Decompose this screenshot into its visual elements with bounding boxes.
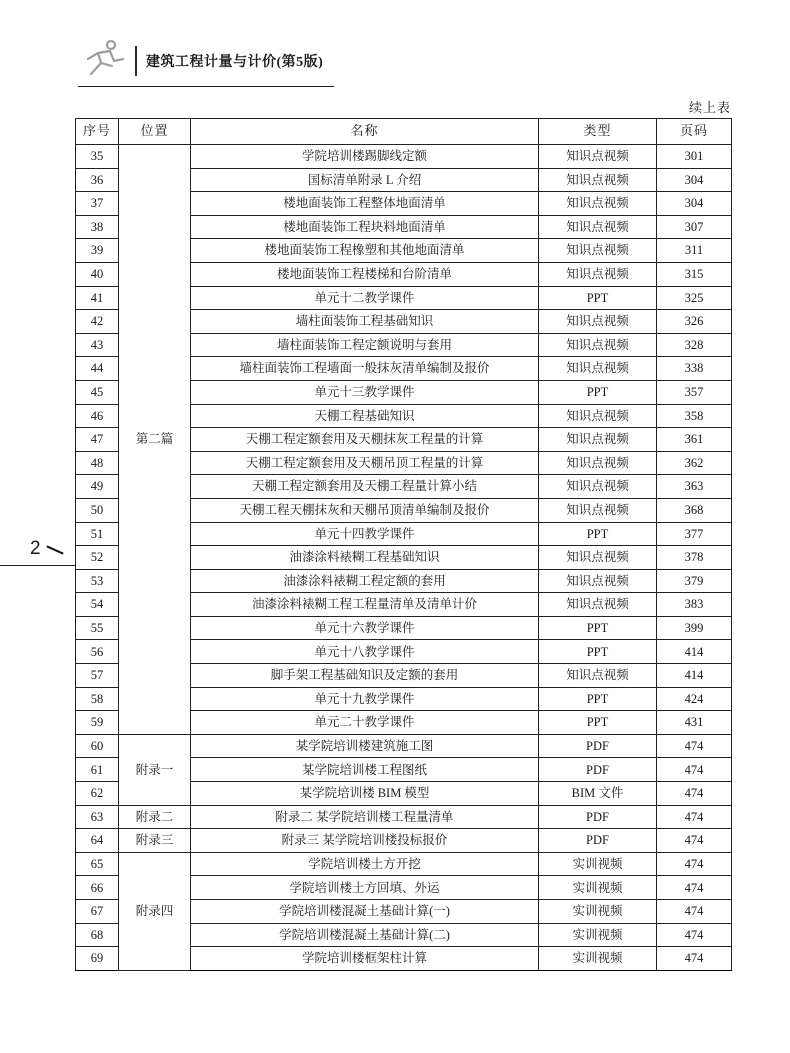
name-cell: 国标清单附录 L 介绍 xyxy=(191,168,539,192)
type-cell: 知识点视频 xyxy=(539,498,657,522)
page-header xyxy=(84,38,323,83)
name-cell: 学院培训楼踢脚线定额 xyxy=(191,145,539,169)
type-cell: 知识点视频 xyxy=(539,593,657,617)
row-number-cell: 54 xyxy=(76,593,119,617)
row-number-cell: 51 xyxy=(76,522,119,546)
column-header: 页码 xyxy=(657,119,732,145)
type-cell: 知识点视频 xyxy=(539,404,657,428)
row-number-cell: 43 xyxy=(76,333,119,357)
page-number-cell: 368 xyxy=(657,498,732,522)
page-number-cell: 377 xyxy=(657,522,732,546)
name-cell: 天棚工程定额套用及天棚工程量计算小结 xyxy=(191,475,539,499)
type-cell: PDF xyxy=(539,805,657,829)
row-number-cell: 41 xyxy=(76,286,119,310)
name-cell: 天棚工程定额套用及天棚抹灰工程量的计算 xyxy=(191,428,539,452)
page-number-cell: 315 xyxy=(657,262,732,286)
type-cell: PPT xyxy=(539,640,657,664)
page-number-cell: 304 xyxy=(657,192,732,216)
page-number-cell: 399 xyxy=(657,616,732,640)
row-number-cell: 55 xyxy=(76,616,119,640)
location-cell: 附录四 xyxy=(119,852,191,970)
page-number-cell: 474 xyxy=(657,947,732,971)
type-cell: 实训视频 xyxy=(539,947,657,971)
page-number-cell: 474 xyxy=(657,829,732,853)
book-title: 建筑工程计量与计价(第5版) xyxy=(146,54,324,70)
name-cell: 天棚工程天棚抹灰和天棚吊顶清单编制及报价 xyxy=(191,498,539,522)
page-number-cell: 363 xyxy=(657,475,732,499)
margin-page-number: 2 xyxy=(30,538,41,559)
name-cell: 某学院培训楼工程图纸 xyxy=(191,758,539,782)
table-row xyxy=(76,852,732,876)
page-number-cell: 338 xyxy=(657,357,732,381)
name-cell: 附录三 某学院培训楼投标报价 xyxy=(191,829,539,853)
type-cell: 知识点视频 xyxy=(539,357,657,381)
name-cell: 油漆涂料裱糊工程定额的套用 xyxy=(191,569,539,593)
type-cell: 知识点视频 xyxy=(539,145,657,169)
name-cell: 学院培训楼土方开挖 xyxy=(191,852,539,876)
row-number-cell: 37 xyxy=(76,192,119,216)
name-cell: 单元十四教学课件 xyxy=(191,522,539,546)
page-number-cell: 378 xyxy=(657,546,732,570)
margin-rule xyxy=(0,565,75,566)
page-number-cell: 474 xyxy=(657,876,732,900)
type-cell: PPT xyxy=(539,616,657,640)
name-cell: 单元十八教学课件 xyxy=(191,640,539,664)
row-number-cell: 40 xyxy=(76,262,119,286)
type-cell: 知识点视频 xyxy=(539,333,657,357)
page-number-cell: 414 xyxy=(657,664,732,688)
name-cell: 楼地面装饰工程楼梯和台阶清单 xyxy=(191,262,539,286)
type-cell: 知识点视频 xyxy=(539,192,657,216)
column-header: 类型 xyxy=(539,119,657,145)
type-cell: 知识点视频 xyxy=(539,168,657,192)
page-number-cell: 474 xyxy=(657,782,732,806)
page-number-cell: 325 xyxy=(657,286,732,310)
name-cell: 墙柱面装饰工程定额说明与套用 xyxy=(191,333,539,357)
row-number-cell: 45 xyxy=(76,380,119,404)
table-head xyxy=(76,119,732,145)
page-number-cell: 358 xyxy=(657,404,732,428)
page-number-cell: 362 xyxy=(657,451,732,475)
name-cell: 学院培训楼框架柱计算 xyxy=(191,947,539,971)
type-cell: PPT xyxy=(539,522,657,546)
name-cell: 楼地面装饰工程整体地面清单 xyxy=(191,192,539,216)
row-number-cell: 58 xyxy=(76,687,119,711)
type-cell: 实训视频 xyxy=(539,900,657,924)
name-cell: 墙柱面装饰工程墙面一般抹灰清单编制及报价 xyxy=(191,357,539,381)
type-cell: 知识点视频 xyxy=(539,262,657,286)
page-number-cell: 328 xyxy=(657,333,732,357)
page-number-cell: 414 xyxy=(657,640,732,664)
type-cell: BIM 文件 xyxy=(539,782,657,806)
margin-tick-mark xyxy=(46,545,63,554)
table-row xyxy=(76,734,732,758)
row-number-cell: 39 xyxy=(76,239,119,263)
page-number-cell: 474 xyxy=(657,852,732,876)
type-cell: 实训视频 xyxy=(539,852,657,876)
row-number-cell: 61 xyxy=(76,758,119,782)
table-row xyxy=(76,829,732,853)
row-number-cell: 36 xyxy=(76,168,119,192)
name-cell: 单元十六教学课件 xyxy=(191,616,539,640)
type-cell: PDF xyxy=(539,758,657,782)
name-cell: 脚手架工程基础知识及定额的套用 xyxy=(191,664,539,688)
type-cell: PPT xyxy=(539,380,657,404)
table-body xyxy=(76,145,732,971)
type-cell: 知识点视频 xyxy=(539,428,657,452)
row-number-cell: 47 xyxy=(76,428,119,452)
running-figure-logo-icon xyxy=(84,38,126,83)
row-number-cell: 69 xyxy=(76,947,119,971)
row-number-cell: 52 xyxy=(76,546,119,570)
row-number-cell: 60 xyxy=(76,734,119,758)
header-divider xyxy=(135,46,137,76)
page-number-cell: 383 xyxy=(657,593,732,617)
page-number-cell: 304 xyxy=(657,168,732,192)
row-number-cell: 46 xyxy=(76,404,119,428)
page-number-cell: 474 xyxy=(657,734,732,758)
row-number-cell: 65 xyxy=(76,852,119,876)
type-cell: 知识点视频 xyxy=(539,569,657,593)
table-row xyxy=(76,805,732,829)
name-cell: 学院培训楼混凝土基础计算(一) xyxy=(191,900,539,924)
row-number-cell: 49 xyxy=(76,475,119,499)
name-cell: 单元十二教学课件 xyxy=(191,286,539,310)
type-cell: 知识点视频 xyxy=(539,475,657,499)
contents-table xyxy=(75,118,732,971)
name-cell: 油漆涂料裱糊工程基础知识 xyxy=(191,546,539,570)
page-number-cell: 431 xyxy=(657,711,732,735)
row-number-cell: 42 xyxy=(76,310,119,334)
name-cell: 学院培训楼土方回填、外运 xyxy=(191,876,539,900)
type-cell: 知识点视频 xyxy=(539,546,657,570)
row-number-cell: 68 xyxy=(76,923,119,947)
page-number-cell: 424 xyxy=(657,687,732,711)
type-cell: 知识点视频 xyxy=(539,215,657,239)
column-header: 名称 xyxy=(191,119,539,145)
type-cell: 实训视频 xyxy=(539,876,657,900)
location-cell: 附录三 xyxy=(119,829,191,853)
type-cell: PPT xyxy=(539,687,657,711)
name-cell: 某学院培训楼 BIM 模型 xyxy=(191,782,539,806)
type-cell: PPT xyxy=(539,286,657,310)
type-cell: 知识点视频 xyxy=(539,239,657,263)
header-row xyxy=(76,119,732,145)
row-number-cell: 62 xyxy=(76,782,119,806)
header-rule xyxy=(78,86,334,87)
page-number-cell: 326 xyxy=(657,310,732,334)
page-number-cell: 301 xyxy=(657,145,732,169)
name-cell: 天棚工程定额套用及天棚吊顶工程量的计算 xyxy=(191,451,539,475)
table-row xyxy=(76,145,732,169)
name-cell: 单元十九教学课件 xyxy=(191,687,539,711)
type-cell: PPT xyxy=(539,711,657,735)
name-cell: 附录二 某学院培训楼工程量清单 xyxy=(191,805,539,829)
location-cell: 附录一 xyxy=(119,734,191,805)
name-cell: 楼地面装饰工程块料地面清单 xyxy=(191,215,539,239)
page-number-cell: 474 xyxy=(657,900,732,924)
row-number-cell: 64 xyxy=(76,829,119,853)
location-cell: 附录二 xyxy=(119,805,191,829)
row-number-cell: 50 xyxy=(76,498,119,522)
row-number-cell: 67 xyxy=(76,900,119,924)
row-number-cell: 59 xyxy=(76,711,119,735)
type-cell: PDF xyxy=(539,829,657,853)
row-number-cell: 53 xyxy=(76,569,119,593)
name-cell: 单元十三教学课件 xyxy=(191,380,539,404)
type-cell: 知识点视频 xyxy=(539,451,657,475)
row-number-cell: 63 xyxy=(76,805,119,829)
row-number-cell: 38 xyxy=(76,215,119,239)
row-number-cell: 66 xyxy=(76,876,119,900)
row-number-cell: 57 xyxy=(76,664,119,688)
name-cell: 单元二十教学课件 xyxy=(191,711,539,735)
name-cell: 油漆涂料裱糊工程工程量清单及清单计价 xyxy=(191,593,539,617)
type-cell: 实训视频 xyxy=(539,923,657,947)
name-cell: 墙柱面装饰工程基础知识 xyxy=(191,310,539,334)
row-number-cell: 44 xyxy=(76,357,119,381)
type-cell: PDF xyxy=(539,734,657,758)
page-number-cell: 361 xyxy=(657,428,732,452)
name-cell: 某学院培训楼建筑施工图 xyxy=(191,734,539,758)
type-cell: 知识点视频 xyxy=(539,664,657,688)
page-number-cell: 307 xyxy=(657,215,732,239)
row-number-cell: 56 xyxy=(76,640,119,664)
name-cell: 天棚工程基础知识 xyxy=(191,404,539,428)
page-number-cell: 379 xyxy=(657,569,732,593)
page-number-cell: 474 xyxy=(657,758,732,782)
column-header: 位置 xyxy=(119,119,191,145)
column-header: 序号 xyxy=(76,119,119,145)
location-cell: 第二篇 xyxy=(119,145,191,735)
row-number-cell: 48 xyxy=(76,451,119,475)
type-cell: 知识点视频 xyxy=(539,310,657,334)
name-cell: 学院培训楼混凝土基础计算(二) xyxy=(191,923,539,947)
page-number-cell: 311 xyxy=(657,239,732,263)
page-number-cell: 474 xyxy=(657,923,732,947)
row-number-cell: 35 xyxy=(76,145,119,169)
page-number-cell: 474 xyxy=(657,805,732,829)
name-cell: 楼地面装饰工程橡塑和其他地面清单 xyxy=(191,239,539,263)
page-number-cell: 357 xyxy=(657,380,732,404)
continued-table-label: 续上表 xyxy=(688,100,731,115)
